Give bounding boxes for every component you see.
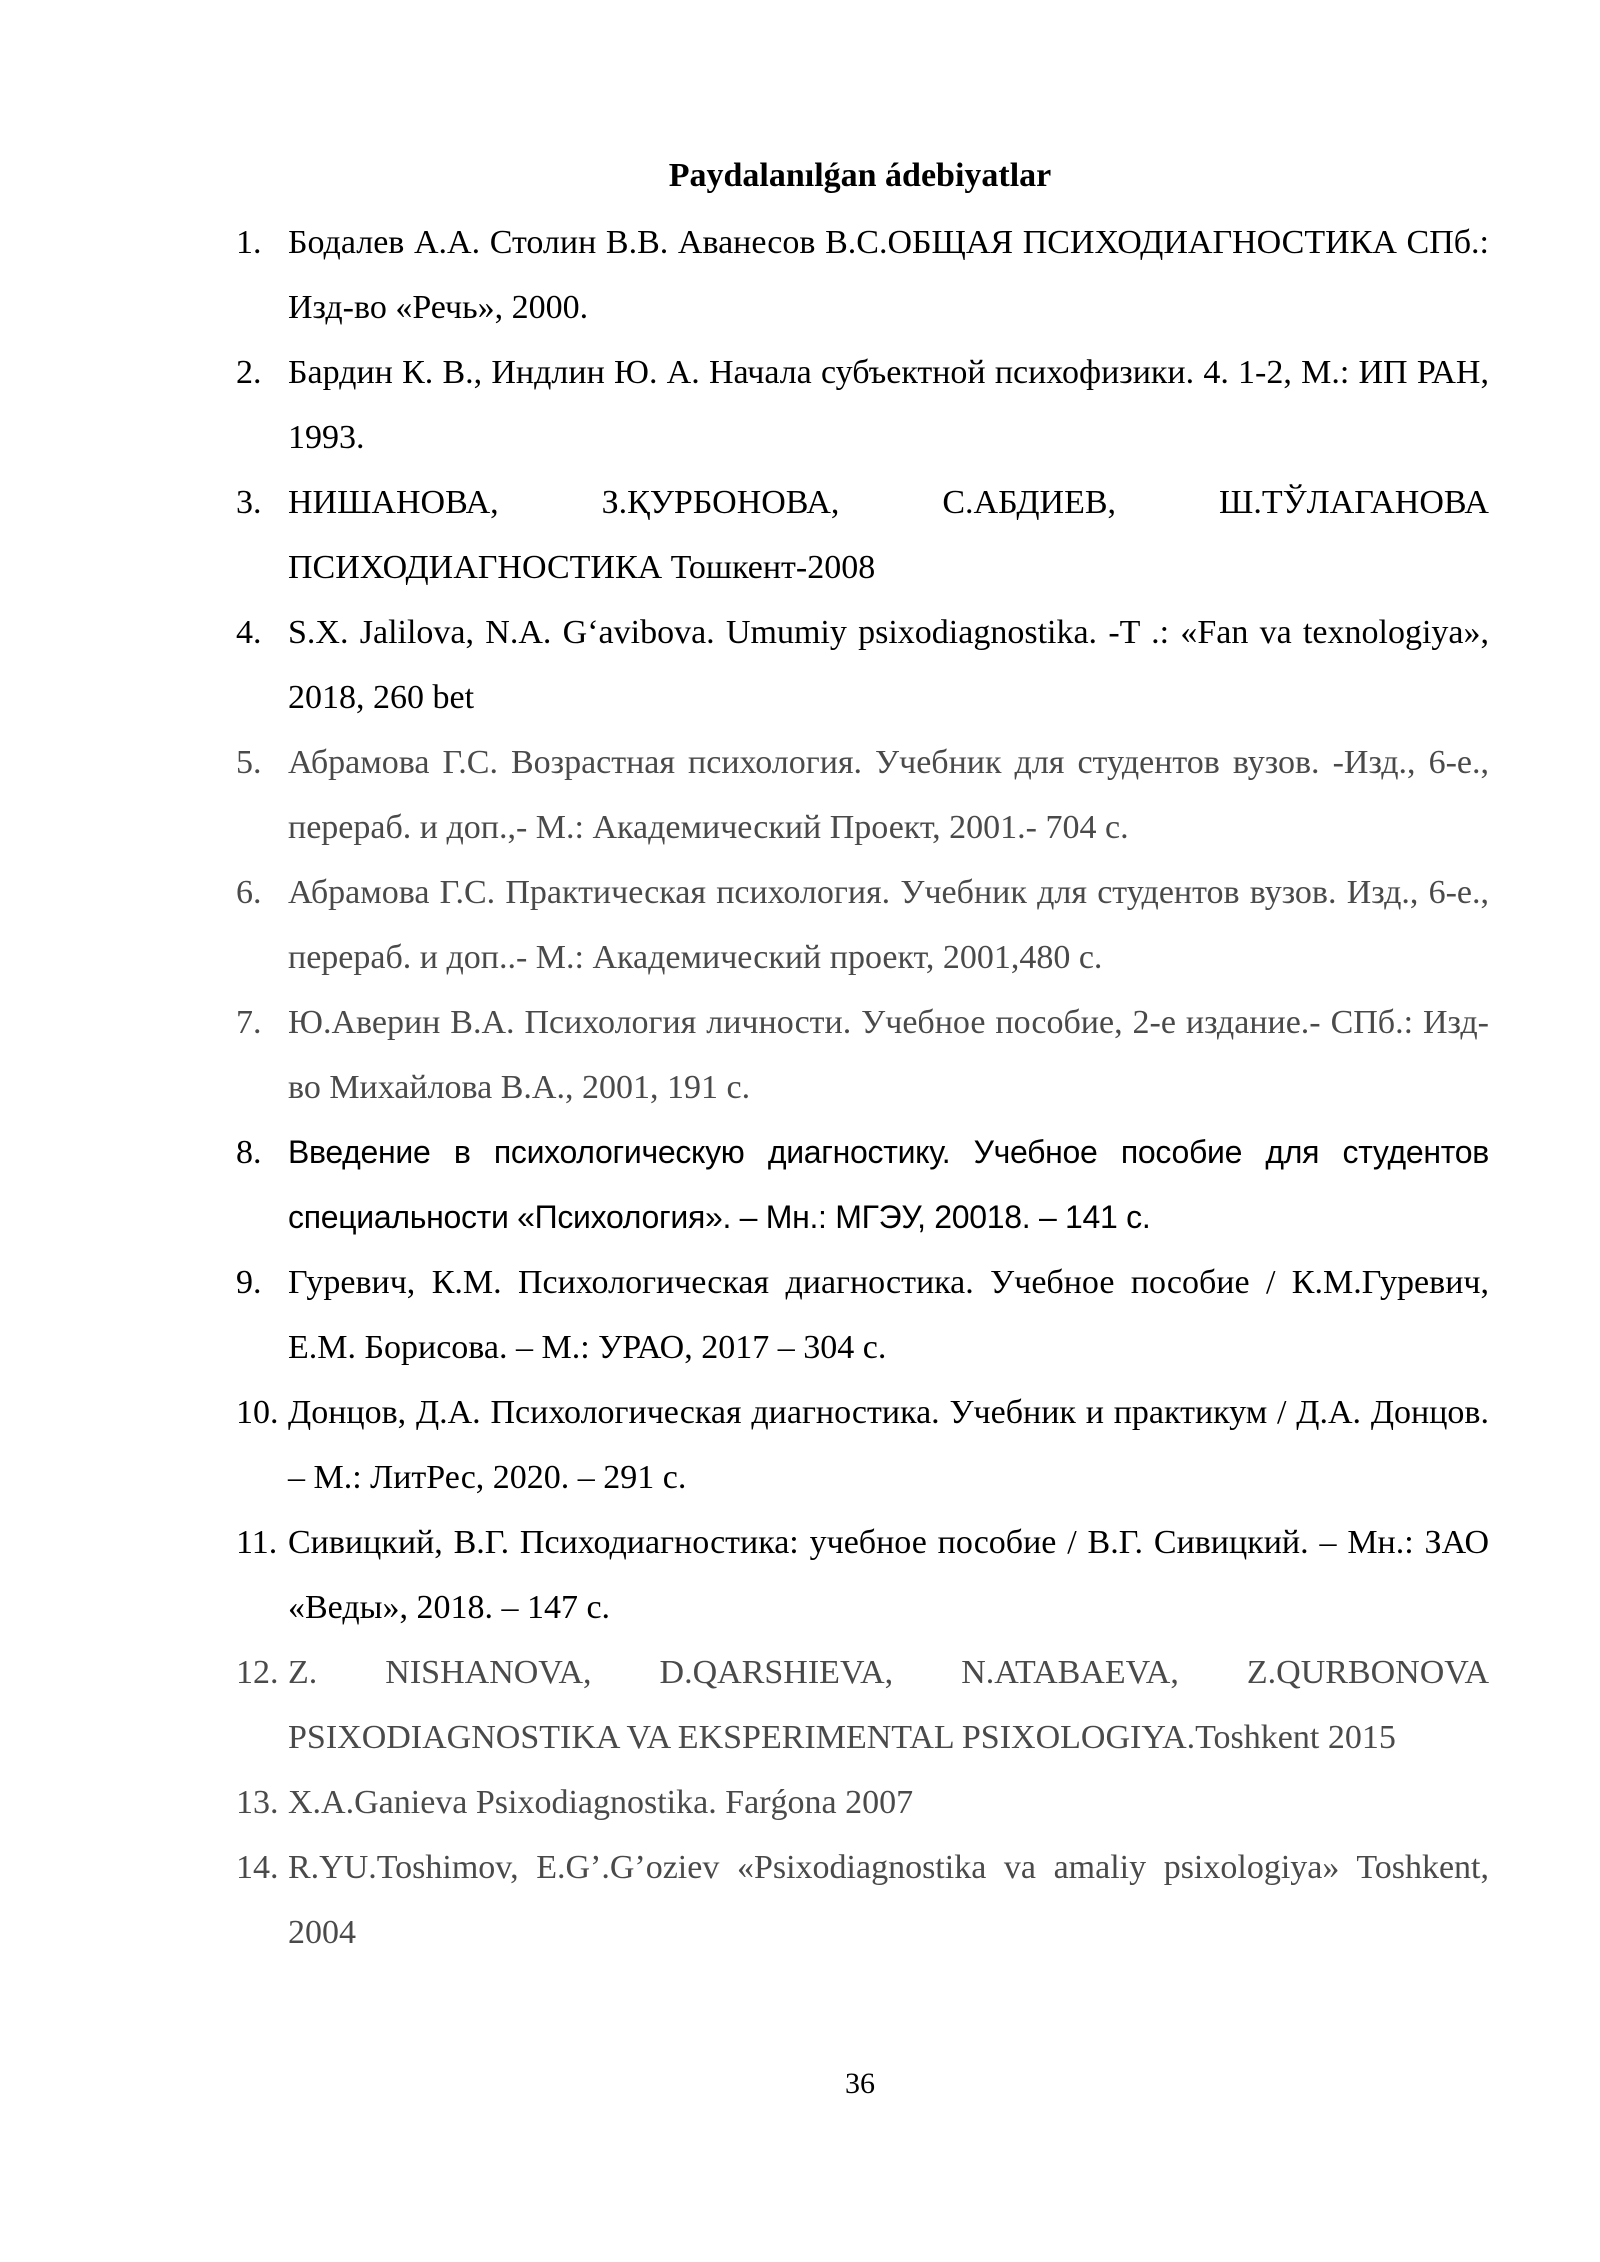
reference-number: 4.: [236, 614, 262, 651]
reference-text: Бардин К. В., Индлин Ю. А. Начала субъектной психофизики. 4. 1-2, М.: ИП РАН, 1993.: [288, 354, 1489, 456]
reference-number: 7.: [236, 1004, 262, 1041]
reference-number: 8.: [236, 1134, 262, 1171]
reference-text: R.YU.Toshimov, E.G’.G’oziev «Psixodiagnostika va amaliy psixologiya» Toshkent, 2004: [288, 1849, 1489, 1951]
reference-item-8: [236, 1120, 1489, 1250]
reference-number: 6.: [236, 874, 262, 911]
reference-number: 11.: [236, 1524, 278, 1561]
reference-number: 9.: [236, 1264, 262, 1301]
reference-item-1: [236, 210, 1489, 340]
reference-number: 14.: [236, 1849, 279, 1886]
reference-text: Гуревич, К.М. Психологическая диагностика. Учебное пособие / К.М.Гуревич, Е.М. Борисова. – М.: УРАО, 2017 – 304 с.: [288, 1264, 1489, 1366]
reference-number: 13.: [236, 1784, 279, 1821]
reference-text: Введение в психологическую диагностику. Учебное пособие для студентов специальности «Психология». – Мн.: МГЭУ, 20018. – 141 с.: [288, 1134, 1489, 1235]
reference-text: Сивицкий, В.Г. Психодиагностика: учебное пособие / В.Г. Сивицкий. – Мн.: ЗАО «Веды», 2018. – 147 с.: [288, 1524, 1489, 1626]
page-number: 36: [845, 2067, 875, 2100]
reference-number: 12.: [236, 1654, 279, 1691]
reference-text: Абрамова Г.С. Возрастная психология. Учебник для студентов вузов. -Изд., 6-е., перераб. и доп.,- М.: Академический Проект, 2001.- 704 с.: [288, 744, 1489, 846]
reference-text: Абрамова Г.С. Практическая психология. Учебник для студентов вузов. Изд., 6-е., перераб. и доп..- М.: Академический проект, 2001,480 с.: [288, 874, 1489, 976]
reference-number: 2.: [236, 354, 262, 391]
reference-item-10: [236, 1380, 1489, 1510]
reference-item-12: [236, 1640, 1489, 1770]
reference-text: НИШАНОВА, З.ҚУРБОНОВА, С.АБДИЕВ, Ш.ТЎЛАГАНОВА ПСИХОДИАГНОСТИКА Тошкент-2008: [288, 484, 1489, 586]
reference-item-3: [236, 470, 1489, 600]
reference-text: Донцов, Д.А. Психологическая диагностика. Учебник и практикум / Д.А. Донцов. – М.: ЛитРес, 2020. – 291 с.: [288, 1394, 1489, 1496]
reference-number: 5.: [236, 744, 262, 781]
reference-item-6: [236, 860, 1489, 990]
page-title: Paydalanılǵan ádebiyatlar: [668, 157, 1052, 194]
reference-item-9: [236, 1250, 1489, 1380]
reference-item-4: [236, 600, 1489, 730]
reference-text: S.X. Jalilova, N.A. Gʻavibova. Umumiy psixodiagnostika. -T .: «Fan va texnologiya», 2018, 260 bet: [288, 614, 1489, 716]
reference-text: X.A.Ganieva Psixodiagnostika. Farǵona 2007: [288, 1784, 914, 1821]
reference-text: Z. NISHANOVA, D.QARSHIEVA, N.ATABAEVA, Z.QURBONOVA PSIXODIAGNOSTIKA VA EKSPERIMENTAL PSIXOLOGIYA.Toshkent 2015: [288, 1654, 1489, 1756]
reference-item-11: [236, 1510, 1489, 1640]
reference-number: 3.: [236, 484, 262, 521]
reference-item-5: [236, 730, 1489, 860]
reference-text: Ю.Аверин В.А. Психология личности. Учебное пособие, 2-е издание.- СПб.: Изд-во Михайлова В.А., 2001, 191 с.: [288, 1004, 1489, 1106]
reference-item-2: [236, 340, 1489, 470]
reference-number: 10.: [236, 1394, 279, 1431]
reference-number: 1.: [236, 224, 262, 261]
reference-item-13: [236, 1770, 1489, 1835]
reference-list: [236, 210, 1489, 1965]
reference-item-14: [236, 1835, 1489, 1965]
reference-text: Бодалев А.А. Столин В.В. Аванесов В.С.ОБЩАЯ ПСИХОДИАГНОСТИКА СПб.: Изд-во «Речь», 2000.: [288, 224, 1489, 326]
reference-item-7: [236, 990, 1489, 1120]
